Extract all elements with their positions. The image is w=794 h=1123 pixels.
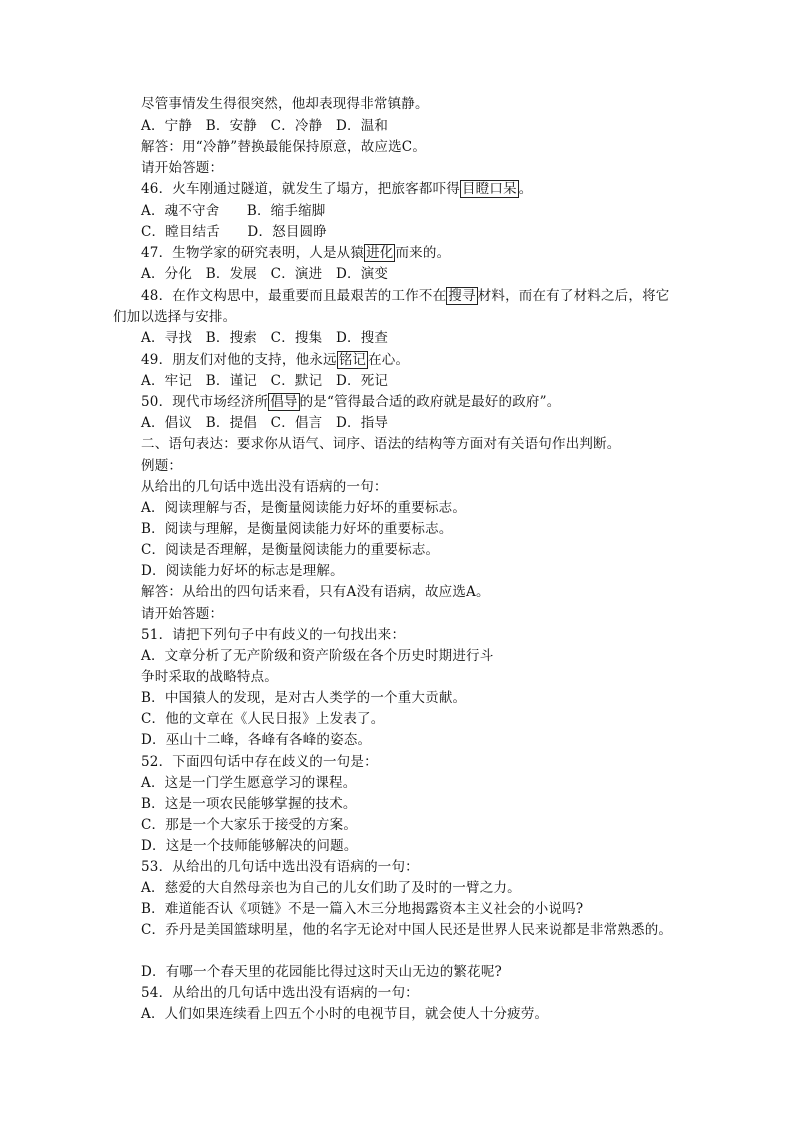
text-line: C．乔丹是美国篮球明星，他的名字无论对中国人民还是世界人民来说都是非常熟悉的。 xyxy=(141,922,673,938)
text-line: A．宁静 B．安静 C．冷静 D．温和 xyxy=(141,118,389,134)
text-line: 们加以选择与安排。 xyxy=(113,309,237,325)
text-line: D．阅读能力好坏的标志是理解。 xyxy=(141,563,344,579)
text-line: D．有哪一个春天里的花园能比得过这时天山无边的繁花呢? xyxy=(141,964,502,980)
text-line xyxy=(141,352,409,368)
text-line: A．慈爱的大自然母亲也为自己的儿女们助了及时的一臂之力。 xyxy=(141,880,521,896)
text-line: C．那是一个大家乐于接受的方案。 xyxy=(141,817,358,833)
text-line xyxy=(141,394,560,410)
boxed-target-word: 目瞪口呆 xyxy=(461,181,517,197)
text-line: 51．请把下列句子中有歧义的一句找出来： xyxy=(141,627,406,643)
boxed-target-word: 搜寻 xyxy=(448,288,476,304)
text-line xyxy=(141,245,450,261)
text-line: 解答：从给出的四句话来看，只有A没有语病，故应选A。 xyxy=(141,584,490,600)
text-line xyxy=(141,288,670,304)
text-line: A．文章分析了无产阶级和资产阶级在各个历史时期进行斗 xyxy=(141,648,494,664)
text-line: A．魂不守舍 B．缩手缩脚 xyxy=(141,203,326,219)
question-text: 的是“管得最合适的政府就是最好的政府”。 xyxy=(299,394,561,410)
text-line: B．这是一项农民能够掌握的技术。 xyxy=(141,796,357,812)
text-line: 争时采取的战略特点。 xyxy=(141,669,278,685)
boxed-target-word: 进化 xyxy=(366,245,394,261)
text-line: 解答：用“冷静”替换最能保持原意，故应选C。 xyxy=(141,139,427,155)
text-line: A．这是一门学生愿意学习的课程。 xyxy=(141,775,357,791)
text-line: 请开始答题： xyxy=(141,606,224,622)
text-line: D．巫山十二峰，各峰有各峰的姿态。 xyxy=(141,732,372,748)
text-line: B．难道能否认《项链》不是一篇入木三分地揭露资本主义社会的小说吗? xyxy=(141,901,584,917)
text-line: C．他的文章在《人民日报》上发表了。 xyxy=(141,711,385,727)
question-text: 在心。 xyxy=(368,352,410,368)
text-line: 二、语句表达：要求你从语气、词序、语法的结构等方面对有关语句作出判断。 xyxy=(141,436,621,452)
boxed-target-word: 铭记 xyxy=(338,352,367,368)
text-line: A．倡议 B．提倡 C．倡言 D．指导 xyxy=(141,415,389,431)
text-line: 例题： xyxy=(141,458,183,474)
text-line: C．瞠目结舌 D．怒目圆睁 xyxy=(141,224,327,240)
text-line: 53．从给出的几句话中选出没有语病的一句： xyxy=(141,859,419,875)
question-text: 49．朋友们对他的支持，他永远 xyxy=(141,352,337,368)
text-line: A．阅读理解与否，是衡量阅读能力好坏的重要标志。 xyxy=(141,500,467,516)
question-text: 50．现代市场经济所 xyxy=(141,394,269,410)
text-line: B．中国猿人的发现，是对古人类学的一个重大贡献。 xyxy=(141,690,467,706)
text-line: 54．从给出的几句话中选出没有语病的一句： xyxy=(141,985,419,1001)
text-line: A．分化 B．发展 C．演进 D．演变 xyxy=(141,266,389,282)
text-line: B．阅读与理解，是衡量阅读能力好坏的重要标志。 xyxy=(141,521,453,537)
question-text: 。 xyxy=(518,181,533,197)
question-text: 材料，而在有了材料之后，将它 xyxy=(477,288,670,304)
text-line: A．牢记 B．谨记 C．默记 D．死记 xyxy=(141,373,389,389)
text-line: 52．下面四句话中存在歧义的一句是： xyxy=(141,754,378,770)
text-line: C．阅读是否理解，是衡量阅读能力的重要标志。 xyxy=(141,542,440,558)
boxed-target-word: 倡导 xyxy=(270,394,298,410)
question-text: 而来的。 xyxy=(395,245,451,261)
question-text: 46．火车刚通过隧道，就发生了塌方，把旅客都吓得 xyxy=(141,181,460,197)
text-line: D．这是一个技师能够解决的问题。 xyxy=(141,838,358,854)
text-line: 尽管事情发生得很突然，他却表现得非常镇静。 xyxy=(141,96,429,112)
text-line: 从给出的几句话中选出没有语病的一句： xyxy=(141,479,388,495)
question-text: 47．生物学家的研究表明，人是从猿 xyxy=(141,245,365,261)
text-line xyxy=(141,181,533,197)
text-line: A．寻找 B．搜索 C．搜集 D．搜查 xyxy=(141,330,389,346)
question-text: 48．在作文构思中，最重要而且最艰苦的工作不在 xyxy=(141,288,447,304)
text-line: A．人们如果连续看上四五个小时的电视节目，就会使人十分疲劳。 xyxy=(141,1006,549,1022)
text-line: 请开始答题： xyxy=(141,160,224,176)
